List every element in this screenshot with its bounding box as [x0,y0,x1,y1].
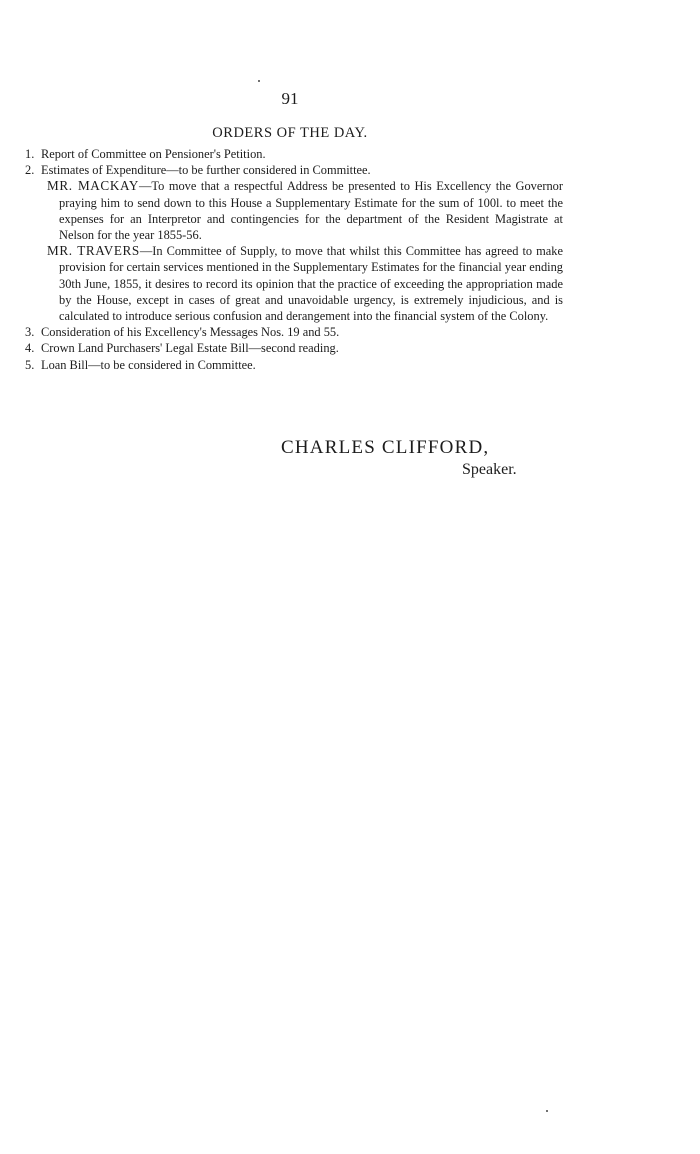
order-text: Crown Land Purchasers' Legal Estate Bill—second reading. [41,341,339,356]
order-item [25,340,563,356]
ink-speck [546,1110,548,1112]
signature-name: CHARLES CLIFFORD, [281,437,490,458]
order-number: 1. [25,147,35,161]
order-number: 3. [25,325,35,340]
order-text: Report of Committee on Pensioner's Petition. [41,147,266,161]
order-item [25,146,563,162]
ink-speck [258,80,260,82]
signature-title: Speaker. [462,461,517,478]
order-number: 5. [25,357,35,372]
order-number: 4. [25,341,35,356]
order-item [25,324,563,340]
page-heading: ORDERS OF THE DAY. [212,125,368,141]
order-text: Estimates of Expenditure—to be further considered in Committee. [41,163,371,178]
page-number: 91 [281,89,299,108]
motion-mover: MR. TRAVERS [47,243,140,259]
order-number: 2. [25,163,35,178]
motion-item [28,243,563,324]
motion-text: —To move that a respectful Address be presented to His Excellency the Governor praying him to send down to this House a Supplementary Estimate for the sum of 100l. to meet the expenses for an Interpretor and contingencies for the department of the Resident Magistrate at Nelson for the year 1855-56. [59,179,563,243]
motion-text: —In Committee of Supply, to move that whilst this Committee has agreed to make provision for certain services mentioned in the Supplementary Estimates for the financial year ending 30th June, 1855, it desires to record its opinion that the practice of exceeding the appropriation made by the House, except in cases of great and unavoidable urgency, is extremely injudicious, and is calculated to introduce serious confusion and derangement into the financial system of the Colony. [59,244,563,324]
motion-item [28,178,563,243]
order-text: Consideration of his Excellency's Messages Nos. 19 and 55. [41,325,340,340]
order-item [25,357,563,373]
order-item [25,162,563,178]
order-text: Loan Bill—to be considered in Committee. [41,357,256,372]
orders-list [25,146,563,373]
motion-mover: MR. MACKAY [47,178,139,194]
